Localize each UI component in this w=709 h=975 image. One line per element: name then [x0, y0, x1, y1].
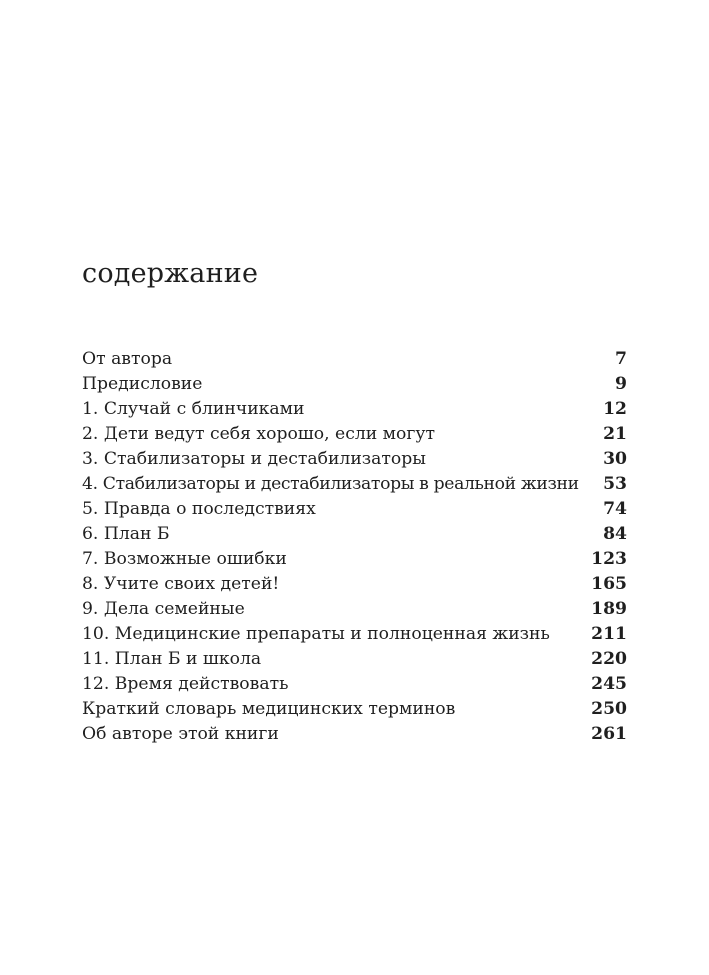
- toc-entry-title: 3. Стабилизаторы и дестабилизаторы: [82, 449, 426, 469]
- toc-entry-page-number: 261: [591, 724, 627, 744]
- toc-entry: [82, 347, 627, 372]
- toc-entry-title: 9. Дела семейные: [82, 599, 245, 619]
- toc-entry-title: 4. Стабилизаторы и дестабилизаторы в реальной жизни: [82, 474, 579, 494]
- toc-entry: [82, 522, 627, 547]
- toc-entry-title: От автора: [82, 349, 173, 369]
- toc-entry-page-number: 84: [603, 524, 627, 544]
- toc-entry-page-number: 211: [591, 624, 627, 644]
- toc-entry: [82, 697, 627, 722]
- toc-entry-page-number: 53: [603, 474, 627, 494]
- toc-entry: [82, 597, 627, 622]
- toc-entry-title: 11. План Б и школа: [82, 649, 262, 669]
- toc-entry-title: Краткий словарь медицинских терминов: [82, 699, 456, 719]
- toc-entry-title: 8. Учите своих детей!: [82, 574, 280, 594]
- toc-entry: [82, 622, 627, 647]
- toc-entry-title: 5. Правда о последствиях: [82, 499, 316, 519]
- toc-entry-page-number: 74: [603, 499, 627, 519]
- toc-entry: [82, 472, 627, 497]
- toc-entry-title: 6. План Б: [82, 524, 170, 544]
- toc-entry-title: 2. Дети ведут себя хорошо, если могут: [82, 424, 436, 444]
- toc-entry: [82, 447, 627, 472]
- toc-entry: [82, 647, 627, 672]
- toc-entry: [82, 672, 627, 697]
- toc-entry-page-number: 12: [603, 399, 627, 419]
- toc-entry: [82, 497, 627, 522]
- table-of-contents: [82, 347, 627, 747]
- toc-entry: [82, 422, 627, 447]
- toc-entry-page-number: 189: [591, 599, 627, 619]
- toc-entry: [82, 572, 627, 597]
- toc-entry: [82, 722, 627, 747]
- toc-entry-page-number: 250: [591, 699, 627, 719]
- toc-entry-page-number: 21: [603, 424, 627, 444]
- toc-entry-title: 12. Время действовать: [82, 674, 289, 694]
- toc-entry-title: 1. Случай с блинчиками: [82, 399, 305, 419]
- toc-entry-page-number: 165: [591, 574, 627, 594]
- toc-entry-title: 7. Возможные ошибки: [82, 549, 287, 569]
- toc-entry-page-number: 123: [591, 549, 627, 569]
- toc-entry-page-number: 9: [615, 374, 627, 394]
- toc-entry-page-number: 245: [591, 674, 627, 694]
- toc-entry-title: Предисловие: [82, 374, 203, 394]
- toc-entry-page-number: 220: [591, 649, 627, 669]
- toc-entry: [82, 397, 627, 422]
- toc-entry: [82, 372, 627, 397]
- toc-entry-page-number: 7: [615, 349, 627, 369]
- toc-entry-title: 10. Медицинские препараты и полноценная жизнь: [82, 624, 550, 644]
- toc-entry-title: Об авторе этой книги: [82, 724, 279, 744]
- toc-entry: [82, 547, 627, 572]
- page-title: содержание: [82, 258, 259, 289]
- toc-entry-page-number: 30: [603, 449, 627, 469]
